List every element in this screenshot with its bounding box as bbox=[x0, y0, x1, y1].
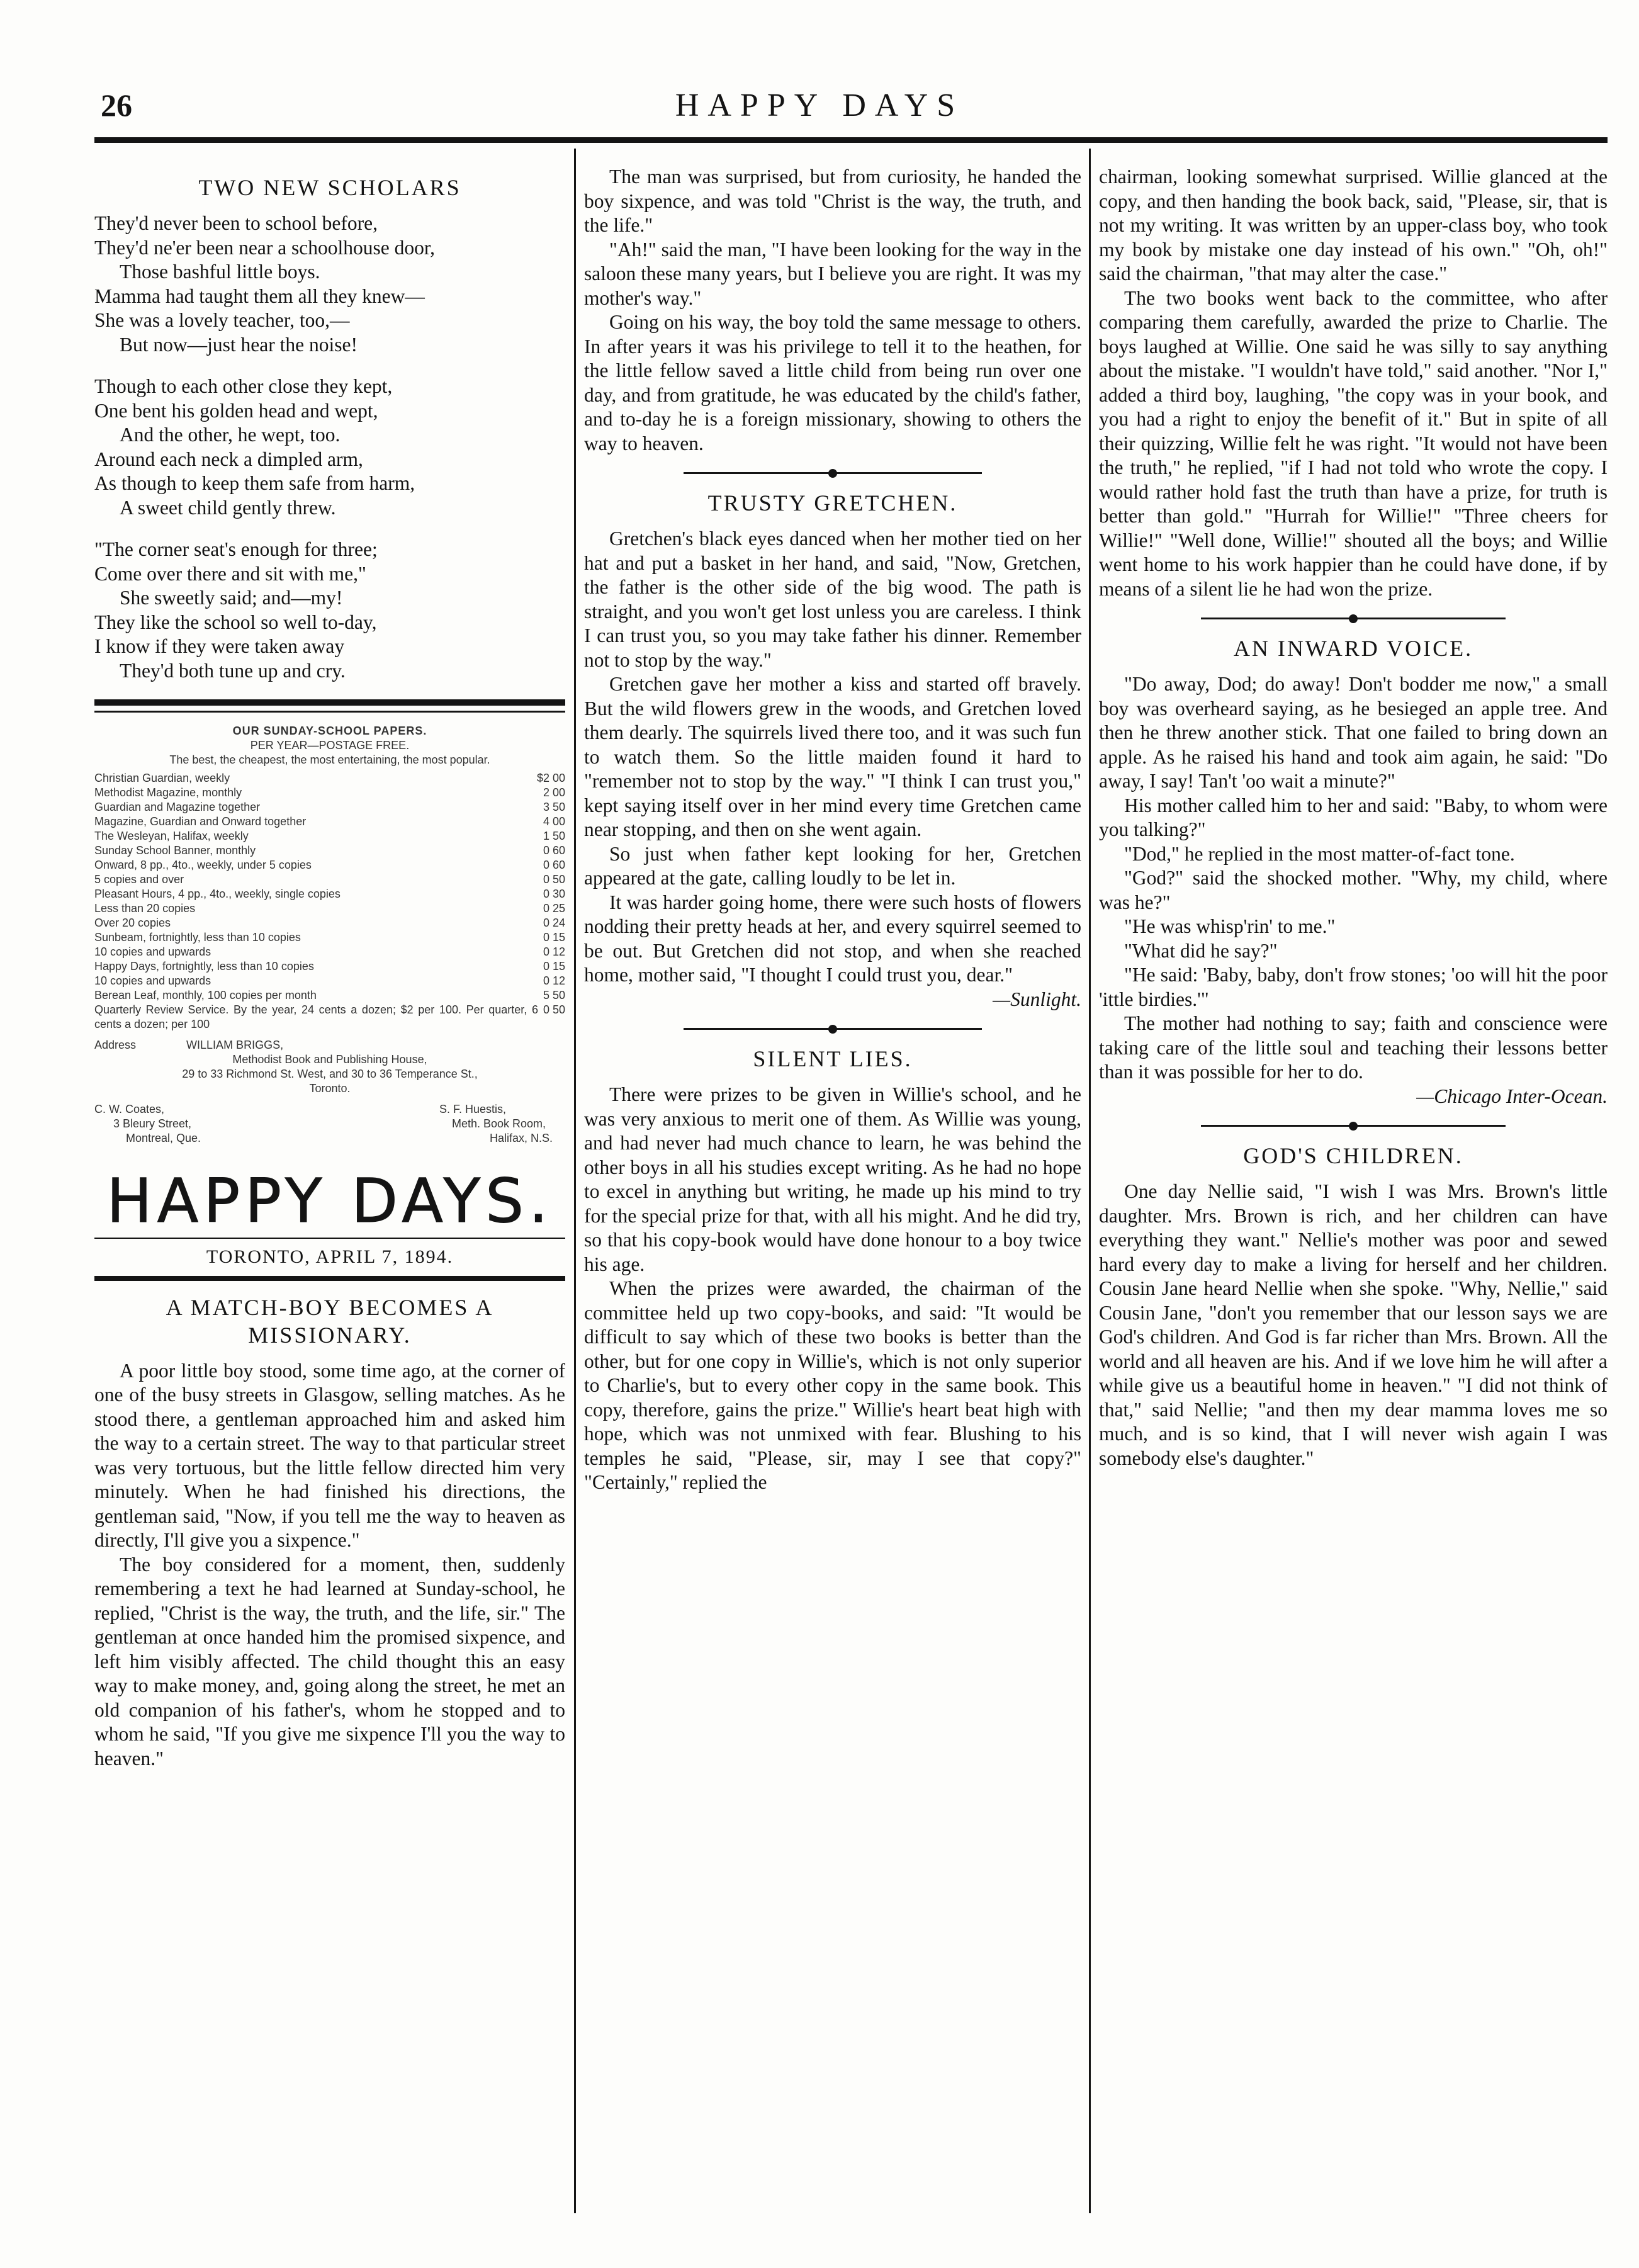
poem-line: They'd ne'er been near a schoolhouse door, bbox=[94, 236, 436, 259]
price-item: The Wesleyan, Halifax, weekly bbox=[94, 830, 249, 842]
story-paragraph: "What did he say?" bbox=[1124, 939, 1278, 962]
story-paragraph: The two books went back to the committee, who after comparing them carefully, awarded the prize to Charlie. The boys laughed at Willie. One said he was silly to say anything about the mistake. "I wouldn't have told," said another. "Nor I," added a third boy, laughing, "the copy was in your book, and you had a right to enjoy the benefit of it." But in spite of all their quizzing, Willie felt he was right. "It would not have been the truth," he replied, "if I had not told who wrote the copy. I would rather hold fast the truth than have a prize, for truth is better than gold." "Hurrah for Willie!" "Three cheers for Willie!" "Well done, Willie!" shouted all the boys; and Willie went home to his work happier than he could have done, if by means of a silent lie he had won the prize. bbox=[1099, 286, 1608, 600]
price-value: 0 12 bbox=[543, 945, 565, 958]
poem-title: TWO NEW SCHOLARS bbox=[198, 175, 461, 200]
story-paragraph: "Dod," he replied in the most matter-of-fact tone. bbox=[1124, 842, 1515, 865]
price-row bbox=[94, 771, 565, 786]
price-list-subtitle: PER YEAR—POSTAGE FREE. bbox=[250, 739, 410, 752]
agent-address: Montreal, Que. bbox=[126, 1132, 201, 1144]
price-list-intro: The best, the cheapest, the most entertaining, the most popular. bbox=[169, 753, 490, 766]
agent-montreal bbox=[94, 1102, 201, 1146]
story-paragraph: Going on his way, the boy told the same message to others. In after years it was his privilege to tell it to the heathen, for the little fellow saved a little child from being run over one day, and from gratitude, he was educated by the child's father, and to-day he is a foreign missionary, showing to others the way to heaven. bbox=[584, 311, 1081, 454]
story-paragraph: One day Nellie said, "I wish I was Mrs. Brown's little daughter. Mrs. Brown is rich, and her children can have everything they want." Nellie's mother was poor and sewed hard every day to make a living for herself and her children. Cousin Jane heard Nellie when she spoke. "Why, Nellie," said Cousin Jane, "don't you remember that our lesson says we are God's children. And God is far richer than Mrs. Brown. All the world and all heaven are his. And if we love him he will after a while give us a beautiful home in heaven." "I did not think of that," said Nellie; "and then my dear mamma loves me so much, and is so kind, that I will never wish again I was somebody else's daughter." bbox=[1099, 1180, 1608, 1469]
price-row bbox=[94, 829, 565, 843]
poem-line: She was a lovely teacher, too,— bbox=[94, 309, 350, 331]
price-item: Guardian and Magazine together bbox=[94, 801, 261, 813]
story-paragraph: Gretchen's black eyes danced when her mother tied on her hat and put a basket in her hand, and said, "Now, Gretchen, the father is the other side of the big wood. The path is straight, and you won't get lost unless you are careless. I think I can trust you, so you may take father his dinner. Remember not to stop by the way." bbox=[584, 528, 1081, 671]
story-title: A MATCH-BOY BECOMES A MISSIONARY. bbox=[166, 1294, 494, 1348]
agent-address: Halifax, N.S. bbox=[489, 1132, 553, 1144]
story-paragraph: "Ah!" said the man, "I have been looking for the way in the saloon these many years, but I believe you are right. It was my mother's way." bbox=[584, 238, 1081, 309]
agent-address: 3 Bleury Street, bbox=[113, 1117, 192, 1130]
agent-halifax bbox=[439, 1102, 565, 1146]
masthead: HAPPY DAYS. bbox=[106, 1166, 553, 1236]
poem-line: A sweet child gently threw. bbox=[120, 496, 336, 519]
price-row bbox=[94, 858, 565, 872]
price-value: 0 15 bbox=[543, 931, 565, 944]
story-paragraph: It was harder going home, there were such hosts of flowers nodding their pretty heads at her, and every squirrel seemed to be out. But Gretchen did not stop, and when she reached home, mother said, "I thought I could trust you, dear." bbox=[584, 891, 1081, 986]
price-row bbox=[94, 872, 565, 887]
story-paragraph: "God?" said the shocked mother. "Why, my child, where was he?" bbox=[1099, 867, 1608, 913]
poem-line: "The corner seat's enough for three; bbox=[94, 538, 378, 560]
story-paragraph: chairman, looking somewhat surprised. Willie glanced at the copy, and then handing the book back, said, "Please, sir, that is not my writing. It was written by an upper-class boy, who took my book by mistake one day instead of his own." "Oh, oh!" said the chairman, "that may alter the case." bbox=[1099, 166, 1608, 285]
price-item: Sunday School Banner, monthly bbox=[94, 844, 256, 857]
price-rows bbox=[94, 771, 565, 1032]
story-paragraph: The mother had nothing to say; faith and conscience were taking care of the little soul and teaching their lessons better than it was possible for her to do. bbox=[1099, 1012, 1608, 1083]
poem-line: Those bashful little boys. bbox=[120, 261, 320, 283]
poem-line: Though to each other close they kept, bbox=[94, 375, 393, 397]
price-row bbox=[94, 843, 565, 858]
masthead-rule bbox=[94, 1238, 565, 1239]
agent-address: Meth. Book Room, bbox=[451, 1117, 546, 1130]
column-3 bbox=[1099, 165, 1608, 1470]
price-row bbox=[94, 988, 565, 1003]
story-paragraph: When the prizes were awarded, the chairman of the committee held up two copy-books, and said: "It would be difficult to say which of these two books is better than the other, but for one copy in Willie's, which is not only superior to Charlie's, but to every other copy in the same book. This copy, therefore, gains the prize." Willie's heart beat high with hope, which was not unmixed with fear. Blushing to his temples he said, "Please, sir, may I see that copy?" "Certainly," replied the bbox=[584, 1277, 1081, 1493]
story-separator bbox=[1201, 1125, 1506, 1127]
story-paragraph: Gretchen gave her mother a kiss and started off bravely. But the wild flowers grew in the woods, and Gretchen loved them dearly. The squirrels lived there too, and it was such fun to watch them. So the little maiden found it hard to "remember not to stop by the way." "I think I can trust you," kept saying itself over in her mind every time Gretchen came near stopping, and then on she went again. bbox=[584, 673, 1081, 840]
price-value: $2 00 bbox=[536, 772, 565, 784]
story-paragraph: There were prizes to be given in Willie's school, and he was very anxious to merit one of them. As Willie was young, and had never had much chance to learn, he was behind the other boys in all his studies except writing. As he had no hope to excel in anything but writing, he made up his mind to try for the special prize for that, with all his might. And he did try, so that his copy-book would have done honour to a boy twice his age. bbox=[584, 1083, 1081, 1275]
poem bbox=[94, 212, 565, 683]
story-separator bbox=[684, 1028, 982, 1030]
price-row bbox=[94, 901, 565, 916]
story-title: AN INWARD VOICE. bbox=[1233, 636, 1473, 661]
poem-line: Around each neck a dimpled arm, bbox=[94, 448, 363, 470]
price-row bbox=[94, 974, 565, 988]
poem-stanza bbox=[94, 375, 565, 520]
poem-stanza bbox=[94, 212, 565, 357]
poem-line: They'd never been to school before, bbox=[94, 212, 378, 234]
poem-line: As though to keep them safe from harm, bbox=[94, 472, 415, 494]
price-value: 0 60 bbox=[543, 859, 565, 871]
price-row bbox=[94, 1003, 565, 1032]
price-item: Pleasant Hours, 4 pp., 4to., weekly, single copies bbox=[94, 888, 341, 900]
poem-line: I know if they were taken away bbox=[94, 635, 345, 657]
story-paragraph: "He was whisp'rin' to me." bbox=[1124, 915, 1336, 937]
poem-line: She sweetly said; and—my! bbox=[120, 587, 343, 609]
agent-name: C. W. Coates, bbox=[94, 1103, 165, 1115]
story-title: SILENT LIES. bbox=[753, 1046, 913, 1071]
price-row bbox=[94, 916, 565, 930]
story-paragraph: So just when father kept looking for her, Gretchen appeared at the gate, calling loudly to be let in. bbox=[584, 842, 1081, 889]
story-separator bbox=[684, 472, 982, 474]
poem-line: They like the school so well to-day, bbox=[94, 611, 377, 633]
price-item: 10 copies and upwards bbox=[94, 945, 211, 958]
column-divider-2 bbox=[1089, 149, 1091, 2213]
price-item: Less than 20 copies bbox=[94, 902, 196, 915]
publisher-city: Toronto. bbox=[309, 1082, 351, 1095]
story-paragraph: The man was surprised, but from curiosity, he handed the boy sixpence, and was told "Christ is the way, the truth, and the life." bbox=[584, 166, 1081, 236]
publisher-line: 29 to 33 Richmond St. West, and 30 to 36 Temperance St., bbox=[182, 1068, 478, 1080]
column-1 bbox=[94, 165, 565, 1771]
section-rule bbox=[94, 699, 565, 706]
story-paragraph: His mother called him to her and said: "Baby, to whom were you talking?" bbox=[1099, 794, 1608, 840]
column-2 bbox=[584, 165, 1081, 1495]
publisher-name: WILLIAM BRIGGS, bbox=[186, 1039, 284, 1051]
section-rule-thin bbox=[94, 711, 565, 713]
price-row bbox=[94, 800, 565, 815]
price-value: 0 50 bbox=[543, 1003, 565, 1016]
price-row bbox=[94, 959, 565, 974]
price-item: Over 20 copies bbox=[94, 917, 171, 929]
story-title: TRUSTY GRETCHEN. bbox=[707, 490, 958, 516]
poem-line: Mamma had taught them all they knew— bbox=[94, 285, 425, 307]
price-value: 4 00 bbox=[543, 815, 565, 828]
dateline-rule bbox=[94, 1276, 565, 1281]
price-value: 0 24 bbox=[543, 917, 565, 929]
price-value: 2 00 bbox=[543, 786, 565, 799]
poem-line: And the other, he wept, too. bbox=[120, 424, 341, 446]
agent-name: S. F. Huestis, bbox=[439, 1103, 506, 1115]
agents bbox=[94, 1102, 565, 1146]
story-paragraph: "He said: 'Baby, baby, don't frow stones; 'oo will hit the poor 'ittle birdies.'" bbox=[1099, 964, 1608, 1010]
price-item: Berean Leaf, monthly, 100 copies per month bbox=[94, 989, 317, 1001]
price-value: 0 15 bbox=[543, 960, 565, 973]
price-row bbox=[94, 815, 565, 829]
price-item: Magazine, Guardian and Onward together bbox=[94, 815, 307, 828]
poem-line: Come over there and sit with me," bbox=[94, 562, 366, 585]
price-item: Methodist Magazine, monthly bbox=[94, 786, 242, 799]
price-value: 5 50 bbox=[543, 989, 565, 1001]
price-item: 10 copies and upwards bbox=[94, 974, 211, 987]
price-list bbox=[94, 724, 565, 1146]
publisher-block bbox=[94, 1038, 565, 1146]
publisher-line: Methodist Book and Publishing House, bbox=[232, 1053, 427, 1066]
price-row bbox=[94, 945, 565, 959]
price-value: 0 25 bbox=[543, 902, 565, 915]
story-paragraph: The boy considered for a moment, then, suddenly remembering a text he had learned at Sunday-school, he replied, "Christ is the way, the truth, and the life, sir." The gentleman at once handed him the promised sixpence, and left him visibly affected. The child thought this an easy way to make money, and, going along the street, he met an old companion of his father's, whom he stopped and to whom he said, "If you give me sixpence I'll you the way to heaven." bbox=[94, 1553, 565, 1769]
story-title: GOD'S CHILDREN. bbox=[1243, 1143, 1463, 1168]
price-value: 0 60 bbox=[543, 844, 565, 857]
price-value: 3 50 bbox=[543, 801, 565, 813]
price-value: 1 50 bbox=[543, 830, 565, 842]
price-item: Christian Guardian, weekly bbox=[94, 772, 230, 784]
price-row bbox=[94, 887, 565, 901]
story-source: —Chicago Inter-Ocean. bbox=[1416, 1085, 1608, 1107]
address-label: Address bbox=[94, 1039, 137, 1051]
price-item: 5 copies and over bbox=[94, 873, 184, 886]
header-rule bbox=[94, 137, 1608, 143]
story-separator bbox=[1201, 618, 1506, 619]
column-divider-1 bbox=[574, 149, 576, 2213]
story-paragraph: "Do away, Dod; do away! Don't bodder me now," a small boy was overheard saying, as he besieged an apple tree. And then he threw another stick. That one failed to bring down an apple. As he raised his hand and took aim again, he said: "Do away, I say! Tan't 'oo wait a minute?" bbox=[1099, 673, 1608, 792]
page-number: 26 bbox=[101, 87, 132, 123]
price-item: Onward, 8 pp., 4to., weekly, under 5 copies bbox=[94, 859, 312, 871]
price-value: 0 30 bbox=[543, 888, 565, 900]
price-item: Quarterly Review Service. By the year, 24 cents a dozen; $2 per 100. Per quarter, 6 cents a dozen; per 100 bbox=[94, 1003, 538, 1030]
price-value: 0 12 bbox=[543, 974, 565, 987]
price-item: Sunbeam, fortnightly, less than 10 copies bbox=[94, 931, 301, 944]
price-row bbox=[94, 786, 565, 800]
price-item: Happy Days, fortnightly, less than 10 copies bbox=[94, 960, 314, 973]
story-paragraph: A poor little boy stood, some time ago, at the corner of one of the busy streets in Glasgow, selling matches. As he stood there, a gentleman approached him and asked him the way to a certain street. The way to that particular street was very tortuous, but the little fellow directed him very minutely. When he had finished his directions, the gentleman said, "Now, if you tell me the way to heaven as directly, I'll give you a sixpence." bbox=[94, 1359, 565, 1551]
poem-stanza bbox=[94, 538, 565, 683]
poem-line: One bent his golden head and wept, bbox=[94, 399, 378, 422]
poem-line: But now—just hear the noise! bbox=[120, 333, 358, 356]
poem-line: They'd both tune up and cry. bbox=[120, 659, 346, 682]
price-row bbox=[94, 930, 565, 945]
story-source: —Sunlight. bbox=[993, 988, 1081, 1010]
price-list-title: OUR SUNDAY-SCHOOL PAPERS. bbox=[232, 725, 427, 737]
running-title: HAPPY DAYS bbox=[675, 87, 964, 123]
dateline: TORONTO, APRIL 7, 1894. bbox=[206, 1246, 454, 1267]
price-value: 0 50 bbox=[543, 873, 565, 886]
